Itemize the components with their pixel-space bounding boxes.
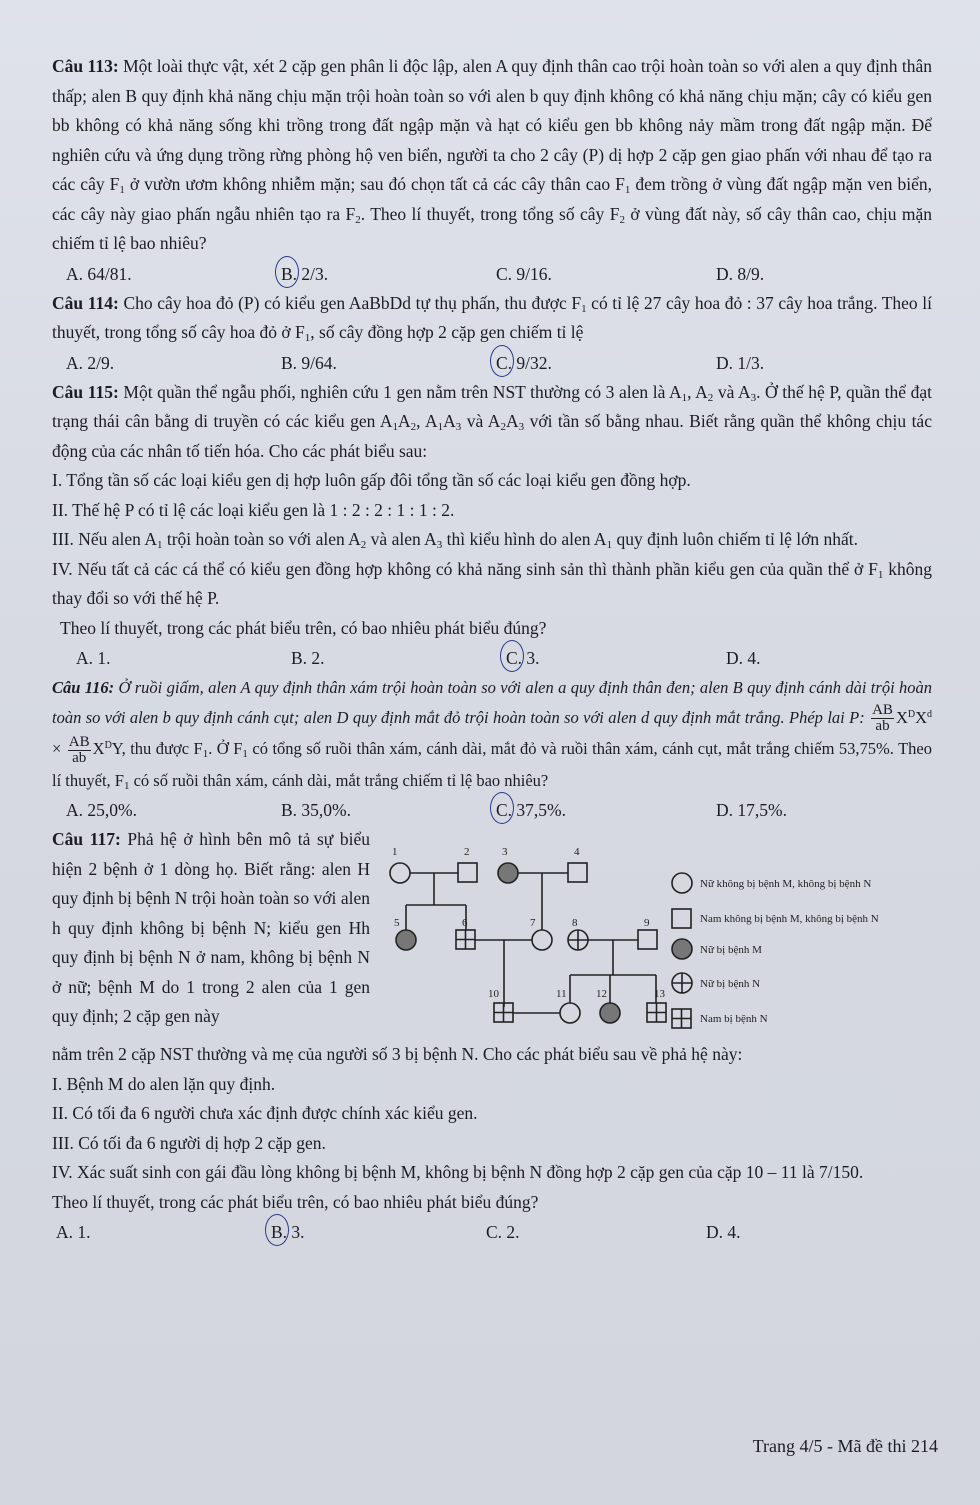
person-3-female-m	[498, 863, 518, 883]
question-text: đem trồng ở vùng đất ngập mặn ven biển, các cây này giao phấn ngẫu nhiên tạo ra F	[52, 174, 932, 224]
fraction-numerator: AB	[872, 702, 893, 719]
statement-4: IV. Xác suất sinh con gái đầu lòng không bị bệnh M, không bị bệnh N đồng hợp 2 cặp gen của cặp 10 – 11 là 7/150.	[52, 1162, 864, 1183]
subscript: 1	[624, 184, 631, 196]
option-b[interactable]: B. 2.	[291, 648, 325, 668]
fraction-denominator: ab	[875, 718, 890, 735]
person-5-female-m	[396, 930, 416, 950]
statement-3: III. Có tối đa 6 người dị hợp 2 cặp gen.	[52, 1132, 326, 1153]
subscript: 1	[202, 748, 209, 761]
option-d[interactable]: D. 1/3.	[716, 352, 765, 373]
statement-1: I. Tổng tần số các loại kiểu gen dị hợp luôn gấp đôi tổng tần số các loại kiểu gen đồng hợp.	[52, 470, 691, 490]
statement-2: II. Có tối đa 6 người chưa xác định được chính xác kiểu gen.	[52, 1103, 478, 1124]
option-c[interactable]: C. 2.	[486, 1222, 520, 1243]
statement-4	[52, 555, 932, 614]
question-text: , thu được F	[121, 739, 203, 759]
question-text: Một loài thực vật, xét 2 cặp gen phân li độc lập, alen A quy định thân cao trội hoàn toàn so với alen a quy định thân thấp; alen B quy định khả năng chịu mặn trội hoàn toàn so với alen b quy định không có khả năng chịu mặn; cây có kiểu gen bb không có khả năng sống khi trồng trong đất ngập mặn và hạt có kiểu gen bb không nảy mầm trong đất ngập mặn. Để nghiên cứu và ứng dụng trồng rừng phòng hộ ven biển, người ta cho 2 cây (P) dị hợp 2 cặp gen giao phấn với nhau để tạo ra các cây F	[52, 56, 933, 194]
statement-text: thì kiểu hình do alen A	[442, 529, 607, 549]
question-label: Câu 113:	[52, 56, 119, 76]
person-7-female	[532, 930, 552, 950]
legend-male-healthy-icon	[672, 909, 691, 928]
fraction-denominator: ab	[72, 749, 87, 766]
legend-label: Nam bị bệnh N	[700, 1013, 768, 1026]
subscript: 1	[681, 391, 688, 404]
option-b[interactable]: B. 3.	[271, 1217, 486, 1247]
person-11-female	[560, 1003, 580, 1023]
subscript: 1	[156, 539, 163, 551]
question-label: Câu 115:	[52, 381, 119, 402]
subscript: 3	[455, 421, 462, 433]
person-id: 13	[654, 988, 665, 1001]
subscript: 3	[750, 391, 757, 404]
genotype-fraction	[68, 735, 91, 766]
person-2-male	[458, 863, 477, 882]
question-text: ở vùng đất này, số cây thân cao, chịu mặn chiếm tỉ lệ bao nhiêu?	[52, 203, 932, 253]
subscript: 2	[360, 539, 367, 551]
person-id: 10	[488, 988, 499, 1001]
question-text: Ở ruồi giấm, alen A quy định thân xám trội hoàn toàn so với alen a quy định thân đen; alen B quy định cánh dài trội hoàn toàn so với alen b quy định cánh cụt; alen D quy định mắt đỏ trội hoàn toàn so với alen d quy định mắt trắng. Phép lai P:	[52, 678, 932, 727]
question-113	[52, 52, 932, 259]
subscript: 2	[410, 421, 417, 433]
statement-text: quy định luôn chiếm tỉ lệ lớn nhất.	[612, 529, 859, 549]
legend-label: Nam không bị bệnh M, không bị bệnh N	[700, 913, 879, 926]
genotype-fraction	[871, 703, 894, 734]
person-id: 1	[392, 846, 398, 859]
person-id: 7	[530, 917, 536, 930]
subscript: 2	[619, 213, 625, 226]
question-text: Cho cây hoa đỏ (P) có kiểu gen AaBbDd tự thụ phấn, thu được F	[123, 292, 582, 313]
options-114	[66, 348, 932, 378]
question-text: . Ở thế hệ P, quần thể đạt trạng thái cân bằng di truyền có các kiểu gen A	[52, 381, 932, 431]
question-117	[52, 825, 932, 1040]
option-b[interactable]: B. 9/64.	[281, 352, 337, 373]
subscript: 3	[518, 421, 525, 433]
statement-text: IV. Nếu tất cả các cá thể có kiểu gen đồng hợp không có khả năng sinh sản thì thành phần kiểu gen của quần thể ở F	[52, 558, 878, 579]
subscript: 1	[123, 779, 130, 792]
person-id: 4	[574, 846, 580, 859]
statement-text: không thay đổi so với thế hệ P.	[52, 558, 933, 608]
person-id: 3	[502, 846, 508, 859]
option-c[interactable]: C. 37,5%.	[496, 795, 716, 825]
question-text: có số ruồi thân xám, cánh dài, mắt trắng chiếm tỉ lệ bao nhiêu?	[129, 770, 549, 790]
option-d[interactable]: D. 17,5%.	[716, 800, 787, 821]
pedigree-chart	[370, 825, 930, 1035]
option-a[interactable]: A. 1.	[56, 1222, 91, 1243]
legend-female-healthy-icon	[672, 873, 692, 893]
person-12-female-m	[600, 1003, 620, 1023]
subscript: 1	[119, 184, 125, 196]
subscript: 1	[581, 302, 587, 315]
person-id: 6	[462, 917, 468, 930]
question-text: Phả hệ ở hình bên mô tả sự biểu hiện 2 bệnh ở 1 dòng họ. Biết rằng: alen H quy định bị bệnh N trội hoàn toàn so với alen h quy định không bị bệnh N; kiểu gen Hh quy định bị bệnh N ở nam, không bị bệnh N ở nữ; bệnh M do 1 trong 2 alen của 1 gen quy định; 2 cặp gen này	[52, 829, 370, 1027]
person-id: 8	[572, 917, 578, 930]
option-b[interactable]: B. 2/3.	[281, 259, 496, 289]
question-116: Câu 116: Ở ruồi giấm, alen A quy định thân xám trội hoàn toàn so với alen a quy định thân đen; alen B quy định cánh dài trội hoàn toàn so với alen b quy định cánh cụt; alen D quy định mắt đỏ trội hoàn toàn so với alen d quy định mắt trắng. Phép lai P: $\frac{AB}{ab}$ $X^DX^d$ × $\frac{AB}{ab}$ $X^DY$, thu được $F_1$. Ở $F_1$ có tổng số ruồi thân xám, cánh dài, mắt đỏ và ruồi thân xám, cánh cụt, mắt trắng chiếm 53,75%. Theo lí thuyết, $F_1$ có số ruồi thân xám, cánh dài, mắt trắng chiếm tỉ lệ bao nhiêu?	[52, 678, 933, 792]
question-text	[52, 825, 370, 1040]
person-1-female	[390, 863, 410, 883]
option-d[interactable]: D. 8/9.	[716, 263, 765, 284]
option-c[interactable]: C. 9/16.	[496, 263, 552, 284]
statement-text: trội hoàn toàn so với alen A	[162, 529, 361, 549]
question-ask: Theo lí thuyết, trong các phát biểu trên, có bao nhiêu phát biểu đúng?	[52, 1191, 539, 1212]
fraction-numerator: AB	[68, 733, 90, 750]
person-9-male	[638, 930, 657, 949]
pedigree-figure	[370, 825, 930, 1040]
option-c[interactable]: C. 9/32.	[496, 348, 716, 378]
person-id: 2	[464, 846, 470, 859]
person-4-male	[568, 863, 587, 882]
person-id: 5	[394, 917, 400, 930]
question-label: Câu 116:	[52, 678, 115, 697]
subscript: 1	[392, 421, 398, 433]
option-d[interactable]: D. 4.	[706, 1222, 741, 1243]
subscript: 1	[304, 332, 311, 344]
person-id: 11	[556, 988, 567, 1001]
statement-text: III. Nếu alen A	[52, 529, 157, 549]
statement-2: II. Thế hệ P có tỉ lệ các loại kiểu gen là 1 : 2 : 2 : 1 : 1 : 2.	[52, 499, 455, 520]
option-a[interactable]: A. 1.	[76, 648, 111, 668]
subscript: 2	[707, 391, 714, 404]
subscript: 2	[500, 421, 506, 433]
statement-3	[52, 525, 932, 555]
question-text: với tần số bằng nhau. Biết rằng quần thể không chịu tác động của các nhân tố tiến hóa. Cho các phát biểu sau:	[52, 411, 932, 461]
options-115	[76, 643, 932, 673]
person-id: 12	[596, 988, 607, 1001]
option-a[interactable]: A. 25,0%.	[66, 800, 137, 821]
person-id: 9	[644, 917, 650, 930]
option-a[interactable]: A. 2/9.	[66, 352, 115, 373]
legend-female-m-icon	[672, 939, 692, 959]
question-text: nằm trên 2 cặp NST thường và mẹ của người số 3 bị bệnh N. Cho các phát biểu sau về phả hệ này:	[52, 1044, 743, 1065]
question-114	[52, 289, 932, 348]
legend-label: Nữ không bị bệnh M, không bị bệnh N	[700, 878, 872, 891]
subscript: 2	[355, 213, 361, 226]
page-footer: Trang 4/5 - Mã đề thi 214	[752, 1436, 938, 1456]
question-ask: Theo lí thuyết, trong các phát biểu trên, có bao nhiêu phát biểu đúng?	[60, 617, 547, 638]
legend-label: Nữ bị bệnh M	[700, 944, 762, 957]
question-115: Câu 115: Một quần thể ngẫu phối, nghiên cứu 1 gen nằm trên NST thường có 3 alen là $A_1$, $A_2$ và $A_3$. Ở thế hệ P, quần thể đạt trạng thái cân bằng di truyền có các kiểu gen $A_1A_2$, $A_1A_3$ và $A_2A_3$ với tần số bằng nhau. Biết rằng quần thể không chịu tác động của các nhân tố tiến hóa. Cho các phát biểu sau:	[52, 381, 932, 461]
subscript: 1	[877, 568, 884, 581]
question-text: . Ở F	[208, 739, 243, 759]
question-text: có tỉ lệ 27 cây hoa đỏ : 37 cây hoa trắng. Theo lí thuyết, trong tổng số cây hoa đỏ ở F	[52, 292, 933, 342]
question-text: , số cây đồng hợp 2 cặp gen chiếm tỉ lệ	[310, 322, 584, 342]
options-116	[66, 795, 932, 825]
option-c[interactable]: C. 3.	[506, 643, 726, 673]
statement-1: I. Bệnh M do alen lặn quy định.	[52, 1073, 276, 1094]
subscript: 1	[437, 421, 444, 433]
statement-text: và alen A	[366, 529, 437, 549]
option-a[interactable]: A. 64/81.	[66, 263, 132, 284]
question-text: và A	[713, 381, 751, 402]
legend-label: Nữ bị bệnh N	[700, 978, 761, 991]
question-text: . Theo lí thuyết, trong tổng số cây F	[360, 203, 620, 224]
options-113	[66, 259, 932, 289]
option-b[interactable]: B. 35,0%.	[281, 800, 351, 821]
option-d[interactable]: D. 4.	[726, 648, 761, 668]
question-label: Câu 117:	[52, 829, 121, 850]
subscript: 1	[606, 539, 613, 551]
subscript: 3	[436, 539, 443, 551]
question-text: Một quần thể ngẫu phối, nghiên cứu 1 gen nằm trên NST thường có 3 alen là A	[123, 381, 682, 402]
subscript: 1	[242, 748, 248, 761]
question-label: Câu 114:	[52, 292, 119, 313]
question-text: có tổng số ruồi thân xám, cánh dài, mắt đỏ và ruồi thân xám, cánh cụt, mắt trắng chiếm 53,75%. Theo lí thuyết, F	[52, 739, 932, 790]
question-text: ở vườn ươm không nhiễm mặn; sau đó chọn tất cả các cây thân cao F	[124, 174, 625, 194]
options-117	[56, 1217, 932, 1247]
